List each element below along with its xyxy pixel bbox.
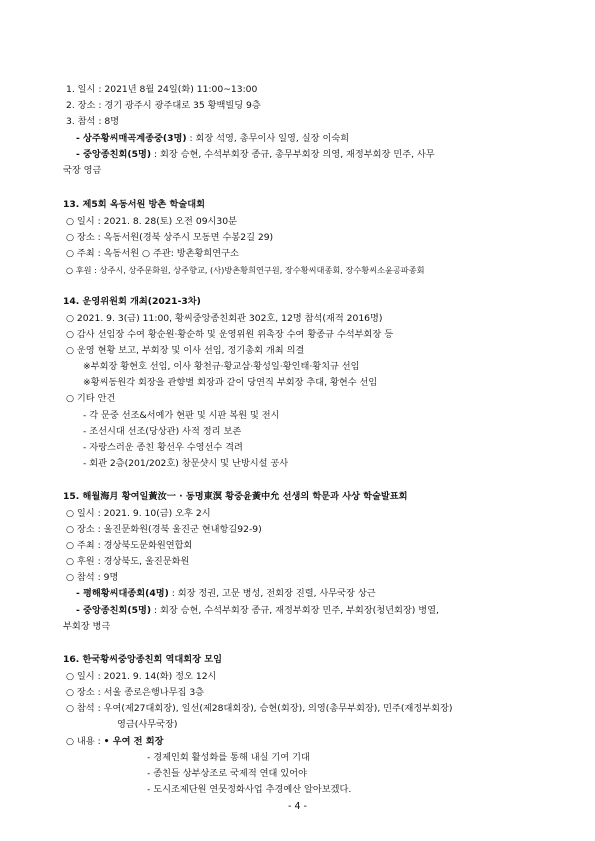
section-16-point-2: - 종친들 상부상조로 국제적 연대 있어야 (147, 768, 307, 779)
attendee-group-central (76, 149, 435, 161)
attendee-group-central-cont: 국장 영금 (63, 165, 102, 176)
section-15-title: 15. 해월海月 황여일黃汝一 · 동명東溟 황중윤黃中允 선생의 학문과 사상 학술발표회 (63, 491, 408, 502)
attendee-group-central-members: : 회장 승현, 수석부회장 종규, 총무부회장 의영, 재정부회장 민주, 사무 (151, 149, 435, 160)
section-13-host: ○ 주최 : 옥동서원 ○ 주관: 방촌황희연구소 (66, 248, 239, 259)
section-15-group-central-label: - 중앙종친회(5명) (76, 605, 152, 616)
section-16-attendance-cont: 영금(사무국장) (117, 719, 178, 730)
meeting-place-line: 2. 장소 : 경기 광주시 광주대로 35 황백빌딩 9층 (66, 100, 261, 111)
section-15-group-pyeonghae-label: - 평해황씨대종회(4명) (76, 588, 169, 599)
section-14-note-2: ※황씨동원각 회장을 관향별 회장과 같이 당연직 부회장 추대, 황현수 선임 (83, 377, 378, 388)
section-16-place: ○ 장소 : 서울 종로은행나무집 3층 (66, 687, 205, 698)
section-16-content (66, 736, 163, 748)
section-14-line-2: ○ 감사 선임장 수여 황순원·황순하 및 운영위원 위촉장 수여 황종규 수석부회장 등 (66, 329, 394, 340)
section-16-content-speaker: • 우여 전 회장 (103, 736, 164, 747)
section-14-title: 14. 운영위원회 개최(2021-3차) (63, 296, 201, 307)
section-14-line-1: ○ 2021. 9. 3(금) 11:00, 황씨중앙종친회관 302호, 12명 참석(재적 2016명) (66, 313, 383, 324)
section-16-point-1: - 경제인회 활성화를 통해 내실 기여 기대 (147, 752, 310, 763)
section-15-group-central-cont: 부회장 병극 (63, 621, 111, 632)
page-number: - 4 - (288, 801, 307, 812)
meeting-date-line: 1. 일시 : 2021년 8월 24일(화) 11:00~13:00 (66, 84, 258, 95)
section-15-host: ○ 주최 : 경상북도문화원연합회 (66, 540, 193, 551)
section-13-title: 13. 제5회 옥동서원 방촌 학술대회 (63, 199, 205, 210)
section-16-point-3: - 도시조제단원 연뭇정화사업 추경예산 알아보겠다. (147, 784, 352, 795)
section-14-other: ○ 기타 안건 (66, 393, 116, 404)
attendee-group-sangju-label: - 상주황씨매곡계종중(3명) (76, 133, 187, 144)
section-15-place: ○ 장소 : 울진문화원(경북 울진군 현내항길92-9) (66, 524, 262, 535)
section-15-sponsor: ○ 후원 : 경상북도, 울진문화원 (66, 556, 190, 567)
section-15-group-central (76, 605, 439, 617)
section-14-line-3: ○ 운영 현황 보고, 부회장 및 이사 선임, 정기총회 개최 의결 (66, 345, 305, 356)
section-14-item-1: - 각 문중 선조&서예가 현판 및 시판 복원 및 전시 (83, 410, 280, 421)
section-16-title: 16. 한국황씨중앙종친회 역대회장 모임 (63, 654, 222, 665)
section-15-group-central-members: : 회장 승현, 수석부회장 종규, 재정부회장 민주, 부회장(청년회장) 병열, (151, 605, 439, 616)
section-15-date: ○ 일시 : 2021. 9. 10(금) 오후 2시 (66, 508, 211, 519)
section-14-item-3: - 자랑스러운 종친 황선우 수영선수 격려 (83, 442, 243, 453)
section-16-content-label: ○ 내용 : (66, 736, 104, 747)
section-14-item-2: - 조선시대 선조(당상관) 사적 정리 보존 (83, 426, 242, 437)
attendee-group-central-label: - 중앙종친회(5명) (76, 149, 152, 160)
attendee-group-sangju (76, 133, 349, 145)
section-13-date: ○ 일시 : 2021. 8. 28(토) 오전 09시30분 (66, 216, 237, 227)
section-16-attendance: ○ 참석 : 우여(제27대회장), 일선(제28대회장), 승현(회장), 의영(총무부회장), 민주(재정부회장) (66, 703, 453, 714)
section-14-note-1: ※부회장 황현호 선임, 이사 황천규·황교삼·황성일·황인태·황치규 선임 (83, 361, 360, 372)
section-15-attendance: ○ 참석 : 9명 (66, 572, 119, 583)
section-15-group-pyeonghae-members: : 회장 정권, 고문 병성, 전회장 진렬, 사무국장 상근 (168, 588, 376, 599)
attendee-group-sangju-members: : 회장 석영, 총무이사 일영, 실장 이숙희 (186, 133, 350, 144)
section-13-sponsor: ○ 후원 : 상주시, 상주문화원, 상주향교, (사)방촌황희연구원, 장수황씨대종회, 장수황씨소윤공파종회 (66, 265, 425, 275)
section-13-place: ○ 장소 : 옥동서원(경북 상주시 모동면 수봉2길 29) (66, 232, 274, 243)
section-14-item-4: - 회관 2층(201/202호) 창문샷시 및 난방시설 공사 (83, 458, 289, 469)
section-16-date: ○ 일시 : 2021. 9. 14(화) 정오 12시 (66, 671, 217, 682)
meeting-attendance-line: 3. 참석 : 8명 (66, 116, 120, 127)
section-15-group-pyeonghae (76, 588, 376, 600)
